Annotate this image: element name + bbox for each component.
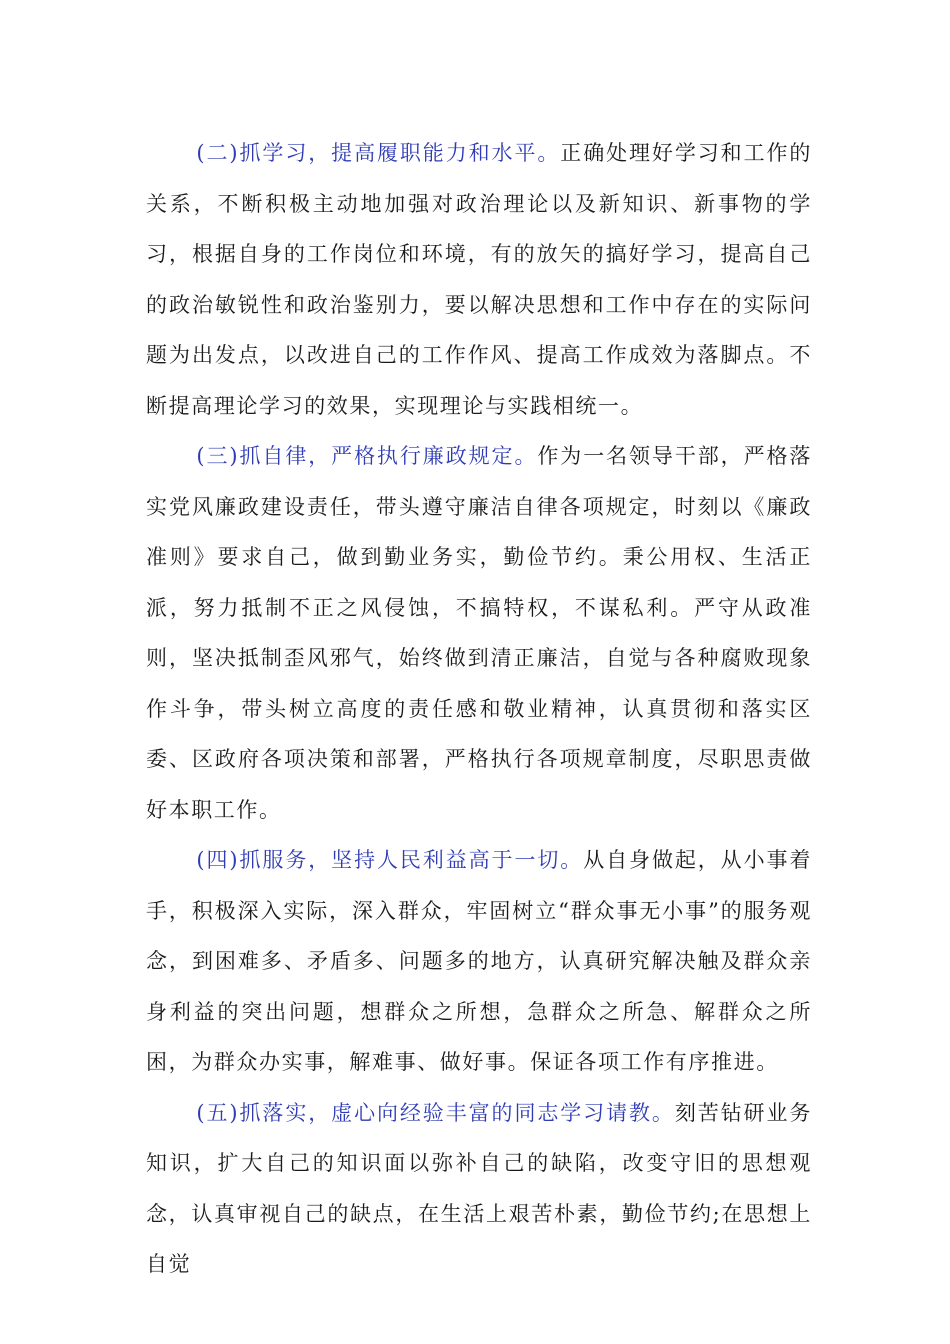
paragraph-implementation <box>146 1088 812 1290</box>
paragraph-heading: (三)抓自律，严格执行廉政规定。 <box>196 444 538 468</box>
paragraph-text: 从自身做起，从小事着手，积极深入实际，深入群众，牢固树立“群众事无小事”的服务观念，到困难多、矛盾多、问题多的地方，认真研究解决触及群众亲身利益的突出问题，想群众之所想，急群众之所急、解群众之所困，为群众办实事，解难事、做好事。保证各项工作有序推进。 <box>146 848 813 1074</box>
paragraph-study <box>146 128 812 431</box>
paragraph-heading: (二)抓学习，提高履职能力和水平。 <box>196 141 561 165</box>
paragraph-self-discipline <box>146 431 812 835</box>
paragraph-heading: (五)抓落实，虚心向经验丰富的同志学习请教。 <box>196 1100 675 1125</box>
paragraph-heading: (四)抓服务，坚持人民利益高于一切。 <box>196 848 584 872</box>
paragraph-text: 作为一名领导干部，严格落实党风廉政建设责任，带头遵守廉洁自律各项规定，时刻以《廉政准则》要求自己，做到勤业务实，勤俭节约。秉公用权、生活正派，努力抵制不正之风侵蚀，不搞特权，不谋私利。严守从政准则，坚决抵制歪风邪气，始终做到清正廉洁，自觉与各种腐败现象作斗争，带头树立高度的责任感和敬业精神，认真贯彻和落实区委、区政府各项决策和部署，严格执行各项规章制度，尽职思责做好本职工作。 <box>146 444 813 822</box>
paragraph-text: 刻苦钻研业务知识，扩大自己的知识面以弥补自己的缺陷，改变守旧的思想观念，认真审视自己的缺点，在生活上艰苦朴素，勤俭节约;在思想上自觉 <box>146 1100 812 1276</box>
paragraph-service <box>146 835 812 1088</box>
paragraph-text: 正确处理好学习和工作的关系，不断积极主动地加强对政治理论以及新知识、新事物的学习，根据自身的工作岗位和环境，有的放矢的搞好学习，提高自己的政治敏锐性和政治鉴别力，要以解决思想和工作中存在的实际问题为出发点，以改进自己的工作作风、提高工作成效为落脚点。不断提高理论学习的效果，实现理论与实践相统一。 <box>146 141 812 418</box>
document-body <box>146 128 812 1290</box>
